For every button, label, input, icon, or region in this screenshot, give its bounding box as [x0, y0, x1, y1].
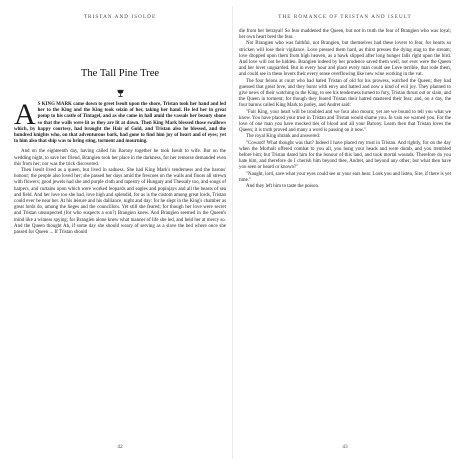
chapter-title: The Tall Pine Tree — [80, 68, 160, 79]
page-number-left: 42 — [117, 444, 123, 450]
body-paragraph: And on the eighteenth day, having called his Barony together he took Iseult to wife. But on the wedding night, to save her friend, Brangien took her place in the darkness, for her remorse demanded even this from her; nor was the trick discovered. — [14, 149, 226, 167]
drop-cap: A — [14, 98, 36, 131]
lead-paragraph-text: S KING MARK came down to greet Iseult upon the shore, Tristan took her hand and led her to the King and the King took seizin of her, taking her hand. He led her in great pomp to his castle of Tintagel, and as she came in hall amid the vassals her beauty shone so that the walls were lit as they are lit at dawn. Then King Mark blessed those swallows which, by happy courtesy, had brought the Hair of Gold, and Tristan also he blessed, and the hundred knights who, on that adventurous bark, had gone to find him joy of heart and of eyes; yet to him also that ship was to bring sting, torment and mourning. — [14, 102, 226, 145]
body-paragraph: The four felons at court who had hated Tristan of old for his prowess, watched the Queen; they had guessed that great love, and they burnt with envy and hatred and now a kind of evil joy. They planned to give news of their watching to the King, to see his tenderness turned to fury, Tristan thrust out or slain, and the Queen in torment; for though they feared Tristan their hatred mastered their fear; and, on a day, the four barons called King Mark to parley, and Andret said: — [239, 78, 451, 109]
goblet-icon — [14, 85, 226, 103]
body-paragraph: The royal King shrank and answered: — [246, 134, 321, 140]
right-text-block — [239, 29, 451, 190]
right-page — [239, 0, 451, 465]
body-paragraph: "Coward! What thought was that? Indeed I have placed my trust in Tristan. And rightly, for on the day when the Morholt offered combat to you all, you hung your heads and were dumb, and you trembled before him; but Tristan dared him for the honour of this land, and took mortal wounds. Therefore do you hate him, and therefore do I cherish him beyond thee, Andret, and beyond any other; but what then have you seen or heard or known?" — [239, 140, 451, 171]
body-paragraph: "Naught, lord, save what your eyes could see or your ears hear. Look you and listen, Sire, if there is yet time." — [239, 171, 451, 183]
running-head-right: THE ROMANCE OF TRISTAN AND ISEULT — [278, 14, 412, 20]
body-paragraph: Then Iseult lived as a queen, but lived in sadness. She had King Mark's tenderness and the barons' honour; the people also loved her; she passed her days amid the frescoes on the walls and floors all strewn with flowers; good jewels had she and purple cloth and tapestry of Hungary and Thessaly too, and songs of harpers, and curtains upon which were worked leopards and eagles and popinjays and all the beasts of sea and field. And her love too she had, love high and splendid, for as is the custom among great lords, Tristan could ever be near her. At his leisure and his dalliance, night and day: for he slept in the King's chamber as great lords do, among the lieges and the councillors. Yet still she feared; for though her love were secret and Tristan unsuspected (for who suspects a son?) Brangien knew. And Brangien seemed in the Queen's mind like a witness spying; for Brangien alone knew what manner of life she led, and held her at mercy so. And the Queen thought Ah, if some day she should weary of serving as a slave the bed where once she passed for Queen ... If Tristan should — [14, 168, 226, 236]
body-paragraph: die from her betrayal! So fear maddened the Queen, but not in truth the fear of Brangien who was loyal; her own heart bred the fear. — [239, 29, 451, 41]
left-page — [14, 0, 226, 465]
body-paragraph: And they left him to taste the poison. — [246, 184, 320, 190]
running-head-left: TRISTAN AND ISOLDE — [83, 14, 157, 20]
left-text-block — [14, 98, 226, 236]
lead-paragraph — [14, 98, 226, 145]
page-number-right: 43 — [342, 444, 348, 450]
body-paragraph: "Fair King, your heart will be troubled and we four also mourn; yet are we bound to tell you what we know. You have placed your trust in Tristan and Tristan would shame you. In vain we warned you. For the love of one man you have mocked ties of blood and all your Barony. Learn then that Tristan loves the Queen; it is truth proved and many a word is passing on it now." — [239, 109, 451, 134]
body-paragraph: Not Brangien who was faithful, not Brangien, but themselves had these lovers to fear, for hearts so stricken will lose their vigilance. Love pressed them hard, as thirst presses the dying stag to the stream; love dropped upon them from high heaven, as a hawk slipped after long hunger falls right upon the bird. And love will not be hidden. Brangien indeed by her prudence saved them well, nor ever were the Queen and her lover unguarded. But in every hour and place every man could see Love terrible, that rode them, and could see in these lovers their every sense overflowing like new wine working in the vat. — [239, 41, 451, 78]
gutter-divider — [232, 6, 233, 459]
